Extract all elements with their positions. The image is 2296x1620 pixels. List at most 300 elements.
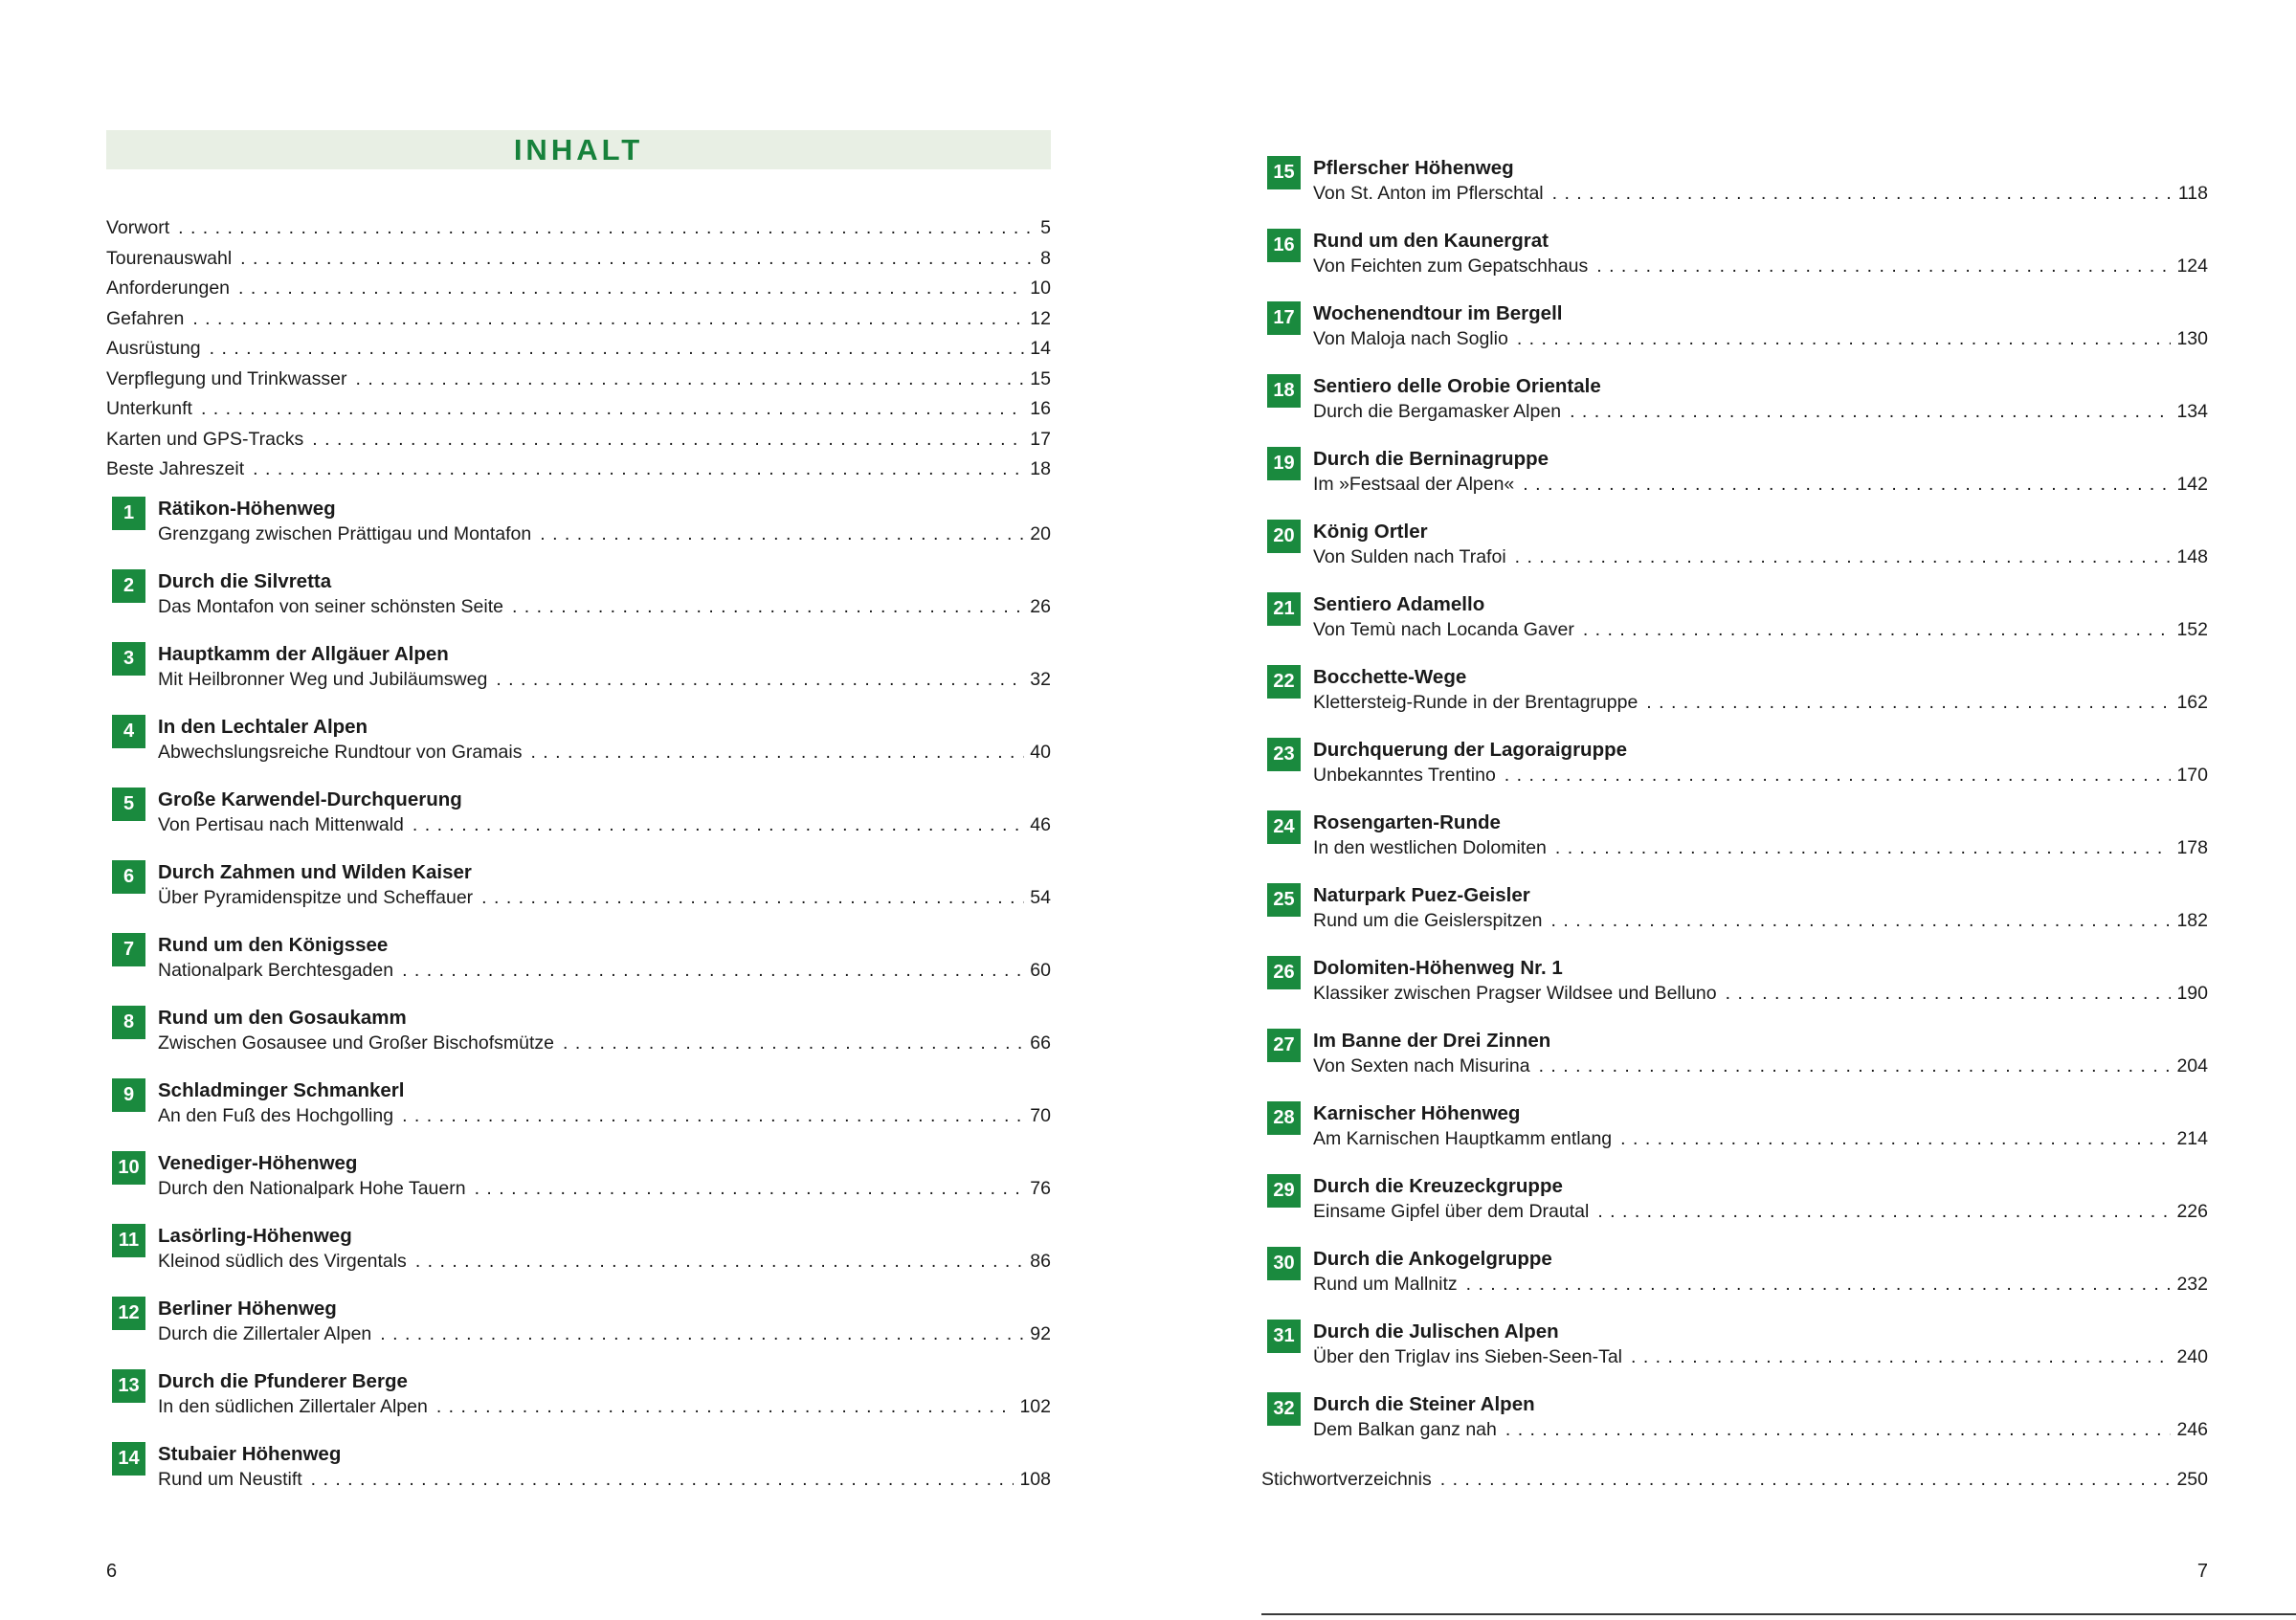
- toc-entry: [106, 455, 1051, 485]
- tour-number-badge: 11: [112, 1224, 145, 1257]
- entry-page: 60: [1030, 959, 1051, 981]
- tour-subtitle-row: [1313, 763, 2208, 788]
- tour-text: [1313, 1174, 2208, 1224]
- tour-number-badge: 10: [112, 1151, 145, 1185]
- tour-subtitle: Unbekanntes Trentino: [1313, 765, 1496, 786]
- entry-label: Karten und GPS-Tracks: [106, 428, 304, 450]
- entry-page: 142: [2176, 474, 2208, 495]
- tour-entry: [1261, 1029, 2208, 1078]
- tour-subtitle-row: [1313, 1272, 2208, 1297]
- entry-page: 5: [1040, 217, 1051, 238]
- entry-page: 190: [2176, 983, 2208, 1004]
- entry-label: Beste Jahreszeit: [106, 458, 245, 479]
- tour-number-badge: 17: [1267, 301, 1301, 335]
- entry-page: 26: [1030, 595, 1051, 617]
- tour-number-badge: 27: [1267, 1029, 1301, 1062]
- tour-subtitle-row: [1313, 617, 2208, 642]
- tour-number-badge: 12: [112, 1297, 145, 1330]
- tour-entry: [1261, 520, 2208, 569]
- tour-text: [158, 1151, 1051, 1201]
- tour-title: Durch die Pfunderer Berge: [158, 1369, 408, 1392]
- tour-number-badge: 32: [1267, 1392, 1301, 1426]
- entry-page: 250: [2176, 1469, 2208, 1490]
- dotted-leader: [540, 522, 1024, 546]
- dotted-leader: [402, 958, 1024, 983]
- tour-subtitle: Klassiker zwischen Pragser Wildsee und Belluno: [1313, 983, 1717, 1004]
- tour-subtitle: In den südlichen Zillertaler Alpen: [158, 1395, 428, 1417]
- dotted-leader: [530, 740, 1024, 765]
- tour-title: Bocchette-Wege: [1313, 666, 1467, 688]
- page-title: INHALT: [513, 132, 644, 166]
- tour-subtitle-row: [158, 1249, 1051, 1274]
- tour-subtitle-row: [1313, 981, 2208, 1006]
- tour-entry: [106, 1442, 1051, 1492]
- tour-title: Hauptkamm der Allgäuer Alpen: [158, 642, 449, 665]
- tour-text: [1313, 1029, 2208, 1078]
- tour-entry: [106, 642, 1051, 692]
- tour-subtitle: Kleinod südlich des Virgentals: [158, 1250, 407, 1272]
- tour-entry: [106, 569, 1051, 619]
- tour-number-badge: 13: [112, 1369, 145, 1403]
- tour-entry: [106, 860, 1051, 910]
- tour-number-badge: 5: [112, 788, 145, 821]
- tour-list-right: [1261, 156, 2208, 1442]
- tour-subtitle-row: [158, 1176, 1051, 1201]
- tour-subtitle-row: [158, 1031, 1051, 1055]
- tour-entry: [1261, 883, 2208, 933]
- dotted-leader: [1523, 472, 2171, 497]
- tour-number-badge: 26: [1267, 956, 1301, 989]
- entry-page: 14: [1030, 338, 1051, 359]
- entry-page: 246: [2176, 1419, 2208, 1440]
- tour-text: [158, 860, 1051, 910]
- tour-subtitle: Von Sulden nach Trafoi: [1313, 546, 1506, 567]
- tour-title: Durch die Berninagruppe: [1313, 448, 1549, 470]
- entry-page: 17: [1030, 428, 1051, 450]
- tour-subtitle-row: [158, 594, 1051, 619]
- tour-title: Durch die Kreuzeckgruppe: [1313, 1175, 1563, 1197]
- tour-text: [158, 497, 1051, 546]
- tour-subtitle-row: [158, 522, 1051, 546]
- tour-subtitle-row: [158, 1467, 1051, 1492]
- dotted-leader: [1517, 326, 2172, 351]
- tour-subtitle-row: [1313, 690, 2208, 715]
- toc-entry: [106, 365, 1051, 395]
- entry-label: Verpflegung und Trinkwasser: [106, 367, 347, 389]
- tour-title: Rund um den Gosaukamm: [158, 1006, 407, 1029]
- dotted-leader: [178, 213, 1035, 244]
- tour-title: König Ortler: [1313, 521, 1428, 543]
- entry-page: 118: [2177, 183, 2208, 204]
- tour-title: Sentiero delle Orobie Orientale: [1313, 375, 1601, 397]
- dotted-leader: [1596, 254, 2171, 278]
- dotted-leader: [1583, 617, 2172, 642]
- dotted-leader: [253, 455, 1024, 485]
- tour-title: Wochenendtour im Bergell: [1313, 302, 1563, 324]
- dotted-leader: [192, 304, 1024, 335]
- tour-subtitle: Durch den Nationalpark Hohe Tauern: [158, 1177, 466, 1199]
- tour-subtitle: Über den Triglav ins Sieben-Seen-Tal: [1313, 1346, 1623, 1367]
- tour-subtitle-row: [1313, 1344, 2208, 1369]
- tour-entry: [1261, 374, 2208, 424]
- entry-page: 20: [1030, 522, 1051, 544]
- page-number: 6: [106, 1561, 118, 1582]
- entry-page: 226: [2176, 1201, 2208, 1222]
- tour-subtitle: Rund um die Geislerspitzen: [1313, 910, 1543, 931]
- left-page: [106, 0, 1051, 1620]
- tour-number-badge: 9: [112, 1078, 145, 1112]
- tour-subtitle-row: [1313, 399, 2208, 424]
- dotted-leader: [1726, 981, 2172, 1006]
- tour-list-left: [106, 497, 1051, 1492]
- toc-entry: [106, 274, 1051, 304]
- tour-subtitle-row: [1313, 254, 2208, 278]
- dotted-leader: [496, 667, 1024, 692]
- tour-text: [1313, 810, 2208, 860]
- tour-entry: [1261, 156, 2208, 206]
- entry-label: Ausrüstung: [106, 338, 201, 359]
- tour-subtitle: Von Feichten zum Gepatschhaus: [1313, 255, 1589, 277]
- entry-page: 70: [1030, 1104, 1051, 1126]
- tour-number-badge: 1: [112, 497, 145, 530]
- tour-subtitle: An den Fuß des Hochgolling: [158, 1104, 394, 1126]
- entry-page: 162: [2176, 692, 2208, 713]
- tour-subtitle: Von Sexten nach Misurina: [1313, 1055, 1530, 1076]
- tour-entry: [106, 1151, 1051, 1201]
- tour-number-badge: 31: [1267, 1320, 1301, 1353]
- tour-subtitle-row: [158, 667, 1051, 692]
- tour-subtitle: Abwechslungsreiche Rundtour von Gramais: [158, 741, 523, 763]
- tour-entry: [1261, 229, 2208, 278]
- tour-entry: [1261, 1174, 2208, 1224]
- tour-title: Rund um den Kaunergrat: [1313, 230, 1549, 252]
- dotted-leader: [1620, 1126, 2171, 1151]
- tour-text: [158, 1369, 1051, 1419]
- tour-subtitle-row: [158, 740, 1051, 765]
- entry-page: 92: [1030, 1322, 1051, 1344]
- tour-title: Rosengarten-Runde: [1313, 811, 1501, 833]
- tour-text: [1313, 1320, 2208, 1369]
- dotted-leader: [355, 365, 1024, 395]
- dotted-leader: [1631, 1344, 2171, 1369]
- dotted-leader: [412, 812, 1024, 837]
- tour-entry: [1261, 301, 2208, 351]
- tour-text: [1313, 520, 2208, 569]
- tour-text: [1313, 738, 2208, 788]
- tour-title: Durch die Silvretta: [158, 569, 332, 592]
- tour-number-badge: 6: [112, 860, 145, 894]
- tour-subtitle-row: [1313, 908, 2208, 933]
- dotted-leader: [1597, 1199, 2171, 1224]
- tour-text: [158, 1442, 1051, 1492]
- toc-entry: [106, 425, 1051, 455]
- tour-subtitle: Nationalpark Berchtesgaden: [158, 959, 394, 981]
- tour-title: Rätikon-Höhenweg: [158, 497, 336, 520]
- entry-page: 15: [1030, 367, 1051, 389]
- tour-entry: [106, 1297, 1051, 1346]
- tour-text: [158, 1006, 1051, 1055]
- tour-number-badge: 2: [112, 569, 145, 603]
- tour-subtitle: Von Pertisau nach Mittenwald: [158, 813, 404, 835]
- tour-subtitle: Einsame Gipfel über dem Drautal: [1313, 1201, 1590, 1222]
- entry-page: 124: [2176, 255, 2208, 277]
- dotted-leader: [1515, 544, 2172, 569]
- tour-text: [158, 715, 1051, 765]
- dotted-leader: [1466, 1272, 2172, 1297]
- entry-page: 182: [2176, 910, 2208, 931]
- tour-text: [1313, 301, 2208, 351]
- tour-entry: [1261, 956, 2208, 1006]
- entry-page: 46: [1030, 813, 1051, 835]
- tour-text: [158, 642, 1051, 692]
- dotted-leader: [1551, 908, 2172, 933]
- tour-text: [1313, 665, 2208, 715]
- tour-subtitle-row: [1313, 1417, 2208, 1442]
- front-matter-list: [106, 213, 1051, 485]
- page-number: 7: [2196, 1561, 2208, 1582]
- toc-entry: [106, 394, 1051, 425]
- dotted-leader: [311, 1467, 1014, 1492]
- tour-title: Pflerscher Höhenweg: [1313, 157, 1514, 179]
- tour-number-badge: 23: [1267, 738, 1301, 771]
- entry-page: 178: [2176, 837, 2208, 858]
- tour-subtitle: Rund um Neustift: [158, 1468, 302, 1490]
- tour-subtitle: Das Montafon von seiner schönsten Seite: [158, 595, 503, 617]
- tour-number-badge: 15: [1267, 156, 1301, 189]
- entry-page: 66: [1030, 1032, 1051, 1054]
- dotted-leader: [201, 394, 1024, 425]
- tour-entry: [1261, 1392, 2208, 1442]
- tour-subtitle: Zwischen Gosausee und Großer Bischofsmütze: [158, 1032, 555, 1054]
- tour-title: Dolomiten-Höhenweg Nr. 1: [1313, 957, 1563, 979]
- tour-entry: [1261, 1320, 2208, 1369]
- tour-entry: [106, 497, 1051, 546]
- tour-subtitle-row: [158, 1321, 1051, 1346]
- tour-number-badge: 4: [112, 715, 145, 748]
- tour-title: Rund um den Königssee: [158, 933, 389, 956]
- tour-title: Durch die Ankogelgruppe: [1313, 1248, 1552, 1270]
- tour-number-badge: 20: [1267, 520, 1301, 553]
- tour-title: Schladminger Schmankerl: [158, 1078, 405, 1101]
- tour-title: Sentiero Adamello: [1313, 593, 1485, 615]
- tour-subtitle: In den westlichen Dolomiten: [1313, 837, 1547, 858]
- tour-subtitle-row: [158, 885, 1051, 910]
- tour-subtitle-row: [158, 1394, 1051, 1419]
- tour-subtitle-row: [158, 958, 1051, 983]
- entry-page: 232: [2176, 1274, 2208, 1295]
- toc-entry: [106, 244, 1051, 275]
- tour-entry: [106, 1224, 1051, 1274]
- tour-text: [1313, 447, 2208, 497]
- right-page: [1261, 0, 2208, 1620]
- tour-title: Lasörling-Höhenweg: [158, 1224, 352, 1247]
- tour-text: [158, 569, 1051, 619]
- tour-number-badge: 3: [112, 642, 145, 676]
- entry-page: 130: [2176, 328, 2208, 349]
- tour-number-badge: 29: [1267, 1174, 1301, 1208]
- tour-entry: [1261, 1101, 2208, 1151]
- dotted-leader: [1505, 763, 2172, 788]
- dotted-leader: [512, 594, 1024, 619]
- tour-subtitle: Von Temù nach Locanda Gaver: [1313, 619, 1574, 640]
- tour-number-badge: 24: [1267, 810, 1301, 844]
- dotted-leader: [1440, 1465, 2172, 1496]
- tour-title: Im Banne der Drei Zinnen: [1313, 1030, 1551, 1052]
- tour-number-badge: 28: [1267, 1101, 1301, 1135]
- dotted-leader: [402, 1103, 1024, 1128]
- tour-subtitle: Grenzgang zwischen Prättigau und Montafon: [158, 522, 532, 544]
- toc-entry: [106, 334, 1051, 365]
- entry-label: Unterkunft: [106, 398, 192, 419]
- tour-subtitle-row: [158, 1103, 1051, 1128]
- tour-text: [1313, 592, 2208, 642]
- toc-entry: [106, 213, 1051, 244]
- inhalt-header: [106, 130, 1051, 169]
- entry-page: 86: [1030, 1250, 1051, 1272]
- tour-text: [158, 1297, 1051, 1346]
- tour-entry: [1261, 738, 2208, 788]
- tour-subtitle-row: [1313, 835, 2208, 860]
- dotted-leader: [210, 334, 1025, 365]
- entry-page: 10: [1030, 277, 1051, 299]
- tour-subtitle-row: [1313, 1126, 2208, 1151]
- tour-subtitle-row: [158, 812, 1051, 837]
- dotted-leader: [1505, 1417, 2172, 1442]
- tour-entry: [1261, 592, 2208, 642]
- tour-subtitle-row: [1313, 181, 2208, 206]
- tour-subtitle: Über Pyramidenspitze und Scheffauer: [158, 886, 474, 908]
- tour-subtitle: Durch die Bergamasker Alpen: [1313, 401, 1562, 422]
- tour-number-badge: 25: [1267, 883, 1301, 917]
- dotted-leader: [1570, 399, 2171, 424]
- tour-text: [1313, 1101, 2208, 1151]
- tour-subtitle-row: [1313, 1199, 2208, 1224]
- entry-label: Gefahren: [106, 307, 185, 329]
- tour-text: [158, 788, 1051, 837]
- dotted-leader: [380, 1321, 1024, 1346]
- entry-page: 16: [1030, 398, 1051, 419]
- dotted-leader: [415, 1249, 1024, 1274]
- tour-text: [1313, 156, 2208, 206]
- tour-entry: [106, 1078, 1051, 1128]
- entry-page: 152: [2176, 619, 2208, 640]
- tour-title: Berliner Höhenweg: [158, 1297, 337, 1320]
- dotted-leader: [563, 1031, 1024, 1055]
- tour-title: Durch die Steiner Alpen: [1313, 1393, 1535, 1415]
- tour-subtitle: Dem Balkan ganz nah: [1313, 1419, 1497, 1440]
- tour-subtitle-row: [1313, 472, 2208, 497]
- tour-entry: [1261, 810, 2208, 860]
- tour-entry: [106, 1369, 1051, 1419]
- tour-text: [158, 933, 1051, 983]
- tour-title: Durch die Julischen Alpen: [1313, 1320, 1559, 1343]
- tour-title: Durchquerung der Lagoraigruppe: [1313, 739, 1628, 761]
- bottom-rule: [1261, 1613, 2296, 1615]
- tour-entry: [106, 715, 1051, 765]
- tour-subtitle: Mit Heilbronner Weg und Jubiläumsweg: [158, 668, 488, 690]
- tour-entry: [106, 933, 1051, 983]
- tour-subtitle: Klettersteig-Runde in der Brentagruppe: [1313, 692, 1638, 713]
- entry-page: 204: [2176, 1055, 2208, 1076]
- tour-number-badge: 30: [1267, 1247, 1301, 1280]
- dotted-leader: [1646, 690, 2171, 715]
- tour-title: Venediger-Höhenweg: [158, 1151, 358, 1174]
- tour-subtitle: Von St. Anton im Pflerschtal: [1313, 183, 1544, 204]
- entry-page: 32: [1030, 668, 1051, 690]
- dotted-leader: [312, 425, 1024, 455]
- entry-page: 214: [2176, 1128, 2208, 1149]
- tour-title: Naturpark Puez-Geisler: [1313, 884, 1530, 906]
- tour-text: [1313, 1247, 2208, 1297]
- entry-page: 8: [1040, 247, 1051, 269]
- tour-text: [158, 1078, 1051, 1128]
- tour-text: [1313, 956, 2208, 1006]
- entry-page: 148: [2176, 546, 2208, 567]
- tour-subtitle-row: [1313, 326, 2208, 351]
- dotted-leader: [475, 1176, 1025, 1201]
- entry-page: 76: [1030, 1177, 1051, 1199]
- tour-subtitle-row: [1313, 544, 2208, 569]
- tour-text: [1313, 374, 2208, 424]
- tour-title: In den Lechtaler Alpen: [158, 715, 368, 738]
- dotted-leader: [481, 885, 1024, 910]
- dotted-leader: [1555, 835, 2172, 860]
- tour-entry: [106, 1006, 1051, 1055]
- tour-entry: [106, 788, 1051, 837]
- tour-number-badge: 7: [112, 933, 145, 966]
- dotted-leader: [238, 274, 1024, 304]
- tour-subtitle: Durch die Zillertaler Alpen: [158, 1322, 372, 1344]
- tour-text: [158, 1224, 1051, 1274]
- tour-subtitle: Rund um Mallnitz: [1313, 1274, 1458, 1295]
- entry-page: 134: [2176, 401, 2208, 422]
- entry-label: Vorwort: [106, 217, 170, 238]
- entry-page: 102: [1019, 1395, 1051, 1417]
- tour-subtitle: Am Karnischen Hauptkamm entlang: [1313, 1128, 1613, 1149]
- tour-subtitle: Von Maloja nach Soglio: [1313, 328, 1508, 349]
- entry-page: 170: [2176, 765, 2208, 786]
- tour-text: [1313, 229, 2208, 278]
- tour-number-badge: 22: [1267, 665, 1301, 699]
- entry-label: Tourenauswahl: [106, 247, 233, 269]
- tour-subtitle: Im »Festsaal der Alpen«: [1313, 474, 1515, 495]
- entry-label: Stichwortverzeichnis: [1261, 1469, 1432, 1490]
- index-entry: [1261, 1465, 2208, 1496]
- tour-text: [1313, 883, 2208, 933]
- entry-page: 54: [1030, 886, 1051, 908]
- entry-page: 18: [1030, 458, 1051, 479]
- toc-entry: [106, 304, 1051, 335]
- dotted-leader: [1552, 181, 2173, 206]
- tour-number-badge: 18: [1267, 374, 1301, 408]
- tour-entry: [1261, 447, 2208, 497]
- tour-number-badge: 19: [1267, 447, 1301, 480]
- entry-page: 240: [2176, 1346, 2208, 1367]
- tour-number-badge: 21: [1267, 592, 1301, 626]
- tour-title: Durch Zahmen und Wilden Kaiser: [158, 860, 472, 883]
- tour-title: Stubaier Höhenweg: [158, 1442, 342, 1465]
- tour-title: Karnischer Höhenweg: [1313, 1102, 1521, 1124]
- entry-page: 12: [1030, 307, 1051, 329]
- tour-subtitle-row: [1313, 1054, 2208, 1078]
- tour-entry: [1261, 665, 2208, 715]
- tour-title: Große Karwendel-Durchquerung: [158, 788, 462, 810]
- tour-entry: [1261, 1247, 2208, 1297]
- dotted-leader: [1539, 1054, 2172, 1078]
- tour-number-badge: 8: [112, 1006, 145, 1039]
- entry-page: 40: [1030, 741, 1051, 763]
- entry-label: Anforderungen: [106, 277, 231, 299]
